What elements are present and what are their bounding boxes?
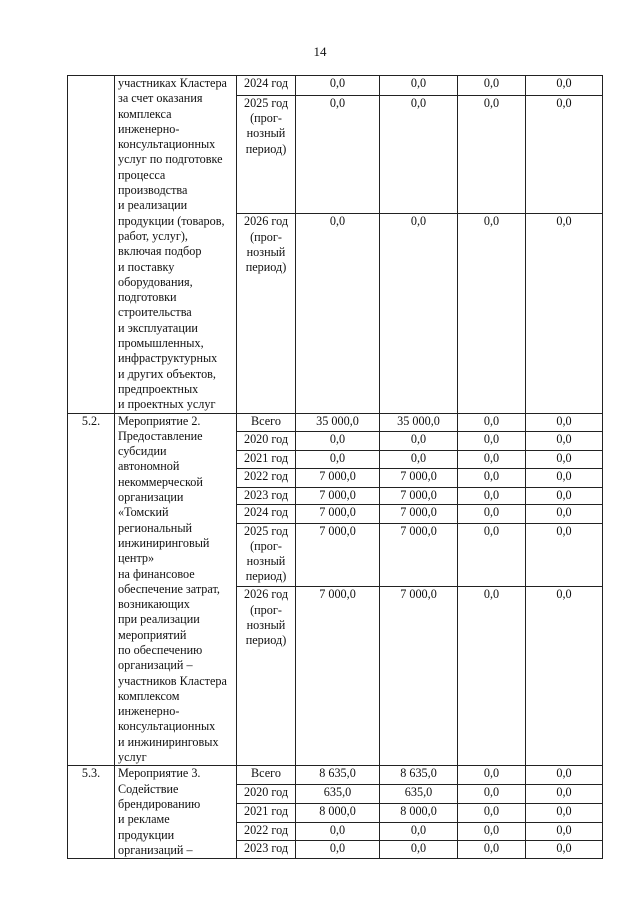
period-line: (прог- [250,229,282,244]
description-line: мероприятий [118,627,187,642]
amount-cell-v2: 35 000,0 [380,413,458,432]
amount-cell-v4: 0,0 [526,469,603,488]
description-line: продукции (товаров, [118,213,225,228]
description-line: автономной [118,459,180,474]
period-cell [237,95,296,214]
description-line: региональный [118,520,193,535]
amount-cell-v4: 0,0 [526,822,603,841]
description-line: продукции [118,827,175,842]
description-line: консультационных [118,137,216,152]
period-line: (прог- [250,602,282,617]
period-line: 2020 год [243,785,289,800]
amount-cell-v2: 7 000,0 [380,505,458,524]
table-body [68,76,603,859]
description-line: комплексом [118,688,180,703]
amount-cell-v3: 0,0 [458,841,526,859]
description-line: участников Кластера [118,673,227,688]
amount-cell-v2: 8 635,0 [380,766,458,785]
description-line: организаций – [118,658,193,673]
amount-cell-v3: 0,0 [458,413,526,432]
period-cell [237,76,296,96]
item-description [115,76,237,414]
amount-cell-v1: 35 000,0 [296,413,380,432]
period-line: 2023 год [243,841,289,856]
amount-cell-v1: 8 635,0 [296,766,380,785]
amount-cell-v2: 0,0 [380,214,458,413]
period-line: нозный [246,244,286,259]
period-line: 2025 год [243,523,289,538]
table-row [68,76,603,96]
amount-cell-v3: 0,0 [458,76,526,96]
amount-cell-v2: 0,0 [380,822,458,841]
description-line: промышленных, [118,336,204,351]
description-line: инжиниринговый [118,535,210,550]
description-line: обеспечение затрат, [118,581,220,596]
description-line: возникающих [118,597,190,612]
period-cell [237,523,296,587]
period-line: 2020 год [243,432,289,447]
page-number: 14 [313,44,327,59]
period-line: 2026 год [243,214,289,229]
description-line: Мероприятие 2. [118,413,201,428]
amount-cell-v1: 7 000,0 [296,505,380,524]
period-line: 2022 год [243,469,289,484]
description-line: и поставку [118,259,175,274]
period-cell [237,587,296,766]
amount-cell-v3: 0,0 [458,766,526,785]
amount-cell-v3: 0,0 [458,487,526,504]
amount-cell-v2: 7 000,0 [380,469,458,488]
description-line: и инжиниринговых [118,734,219,749]
period-line: период) [245,141,287,156]
description-line: услуг [118,750,147,765]
budget-table [67,75,603,859]
amount-cell-v2: 7 000,0 [380,487,458,504]
period-line: 2021 год [243,803,289,818]
amount-cell-v2: 0,0 [380,432,458,451]
description-line: и реализации [118,198,188,213]
description-line: предпроектных [118,381,199,396]
amount-cell-v4: 0,0 [526,487,603,504]
amount-cell-v3: 0,0 [458,95,526,214]
period-line: (прог- [250,538,282,553]
description-line: некоммерческой [118,474,203,489]
amount-cell-v1: 0,0 [296,822,380,841]
amount-cell-v1: 8 000,0 [296,803,380,822]
amount-cell-v2: 0,0 [380,450,458,469]
period-cell [237,487,296,504]
amount-cell-v1: 7 000,0 [296,587,380,766]
period-cell [237,785,296,804]
amount-cell-v4: 0,0 [526,432,603,451]
description-line: при реализации [118,612,200,627]
period-line: 2022 год [243,822,289,837]
description-line: включая подбор [118,244,202,259]
period-line: Всего [251,766,281,781]
amount-cell-v4: 0,0 [526,450,603,469]
description-line: на финансовое [118,566,195,581]
period-cell [237,505,296,524]
description-line: и других объектов, [118,366,216,381]
amount-cell-v3: 0,0 [458,822,526,841]
description-line: субсидии [118,444,167,459]
description-line: услуг по подготовке [118,152,223,167]
description-line: производства [118,183,188,198]
period-cell [237,822,296,841]
description-line: центр» [118,551,155,566]
description-line: строительства [118,305,192,320]
amount-cell-v2: 0,0 [380,76,458,96]
amount-cell-v3: 0,0 [458,469,526,488]
period-line: Всего [251,413,281,428]
period-cell [237,803,296,822]
amount-cell-v1: 0,0 [296,432,380,451]
period-cell [237,432,296,451]
description-line: Предоставление [118,428,203,443]
item-description [115,766,237,859]
item-description [115,413,237,766]
description-line: комплекса [118,106,172,121]
description-line: подготовки [118,290,177,305]
period-cell [237,413,296,432]
amount-cell-v1: 635,0 [296,785,380,804]
period-line: 2023 год [243,487,289,502]
period-line: период) [245,569,287,584]
period-line: (прог- [250,110,282,125]
description-line: участниках Кластера [118,76,227,90]
amount-cell-v4: 0,0 [526,95,603,214]
amount-cell-v1: 0,0 [296,214,380,413]
amount-cell-v4: 0,0 [526,587,603,766]
item-number [68,76,115,414]
description-line: «Томский [118,505,169,520]
amount-cell-v2: 7 000,0 [380,587,458,766]
amount-cell-v3: 0,0 [458,785,526,804]
period-line: 2021 год [243,450,289,465]
description-line: Содействие [118,781,179,796]
period-line: 2026 год [243,587,289,602]
period-line: 2024 год [243,505,289,519]
amount-cell-v4: 0,0 [526,841,603,859]
period-cell [237,450,296,469]
amount-cell-v2: 7 000,0 [380,523,458,587]
period-line: период) [245,260,287,275]
amount-cell-v1: 0,0 [296,95,380,214]
amount-cell-v4: 0,0 [526,76,603,96]
description-line: работ, услуг), [118,228,188,243]
description-line: брендированию [118,796,201,811]
table-row [68,413,603,432]
description-line: и проектных услуг [118,397,216,412]
amount-cell-v2: 0,0 [380,841,458,859]
period-cell [237,214,296,413]
description-line: процесса [118,167,166,182]
amount-cell-v4: 0,0 [526,505,603,524]
amount-cell-v4: 0,0 [526,785,603,804]
period-line: 2024 год [243,76,289,90]
amount-cell-v3: 0,0 [458,214,526,413]
amount-cell-v1: 0,0 [296,841,380,859]
description-line: консультационных [118,719,216,734]
description-line: инженерно- [118,121,180,136]
description-line: организации [118,490,184,505]
amount-cell-v3: 0,0 [458,587,526,766]
description-line: организаций – [118,842,193,857]
description-line: по обеспечению [118,642,203,657]
item-number: 5.3. [68,766,115,859]
description-line: инженерно- [118,704,180,719]
amount-cell-v1: 7 000,0 [296,469,380,488]
amount-cell-v3: 0,0 [458,505,526,524]
amount-cell-v1: 7 000,0 [296,487,380,504]
period-line: нозный [246,554,286,569]
description-line: Мероприятие 3. [118,766,201,781]
table-row [68,766,603,785]
period-cell [237,469,296,488]
period-line: нозный [246,618,286,633]
description-line: инфраструктурных [118,351,218,366]
amount-cell-v2: 0,0 [380,95,458,214]
amount-cell-v4: 0,0 [526,523,603,587]
description-line: за счет оказания [118,91,203,106]
amount-cell-v3: 0,0 [458,450,526,469]
amount-cell-v4: 0,0 [526,803,603,822]
period-cell [237,841,296,859]
amount-cell-v2: 8 000,0 [380,803,458,822]
amount-cell-v4: 0,0 [526,413,603,432]
item-number: 5.2. [68,413,115,766]
amount-cell-v4: 0,0 [526,214,603,413]
amount-cell-v1: 7 000,0 [296,523,380,587]
amount-cell-v3: 0,0 [458,523,526,587]
period-cell [237,766,296,785]
amount-cell-v2: 635,0 [380,785,458,804]
amount-cell-v1: 0,0 [296,450,380,469]
description-line: и эксплуатации [118,320,198,335]
description-line: оборудования, [118,274,193,289]
period-line: нозный [246,126,286,141]
amount-cell-v4: 0,0 [526,766,603,785]
amount-cell-v3: 0,0 [458,803,526,822]
description-line: и рекламе [118,812,170,827]
period-line: 2025 год [243,95,289,110]
period-line: период) [245,633,287,648]
amount-cell-v1: 0,0 [296,76,380,96]
amount-cell-v3: 0,0 [458,432,526,451]
